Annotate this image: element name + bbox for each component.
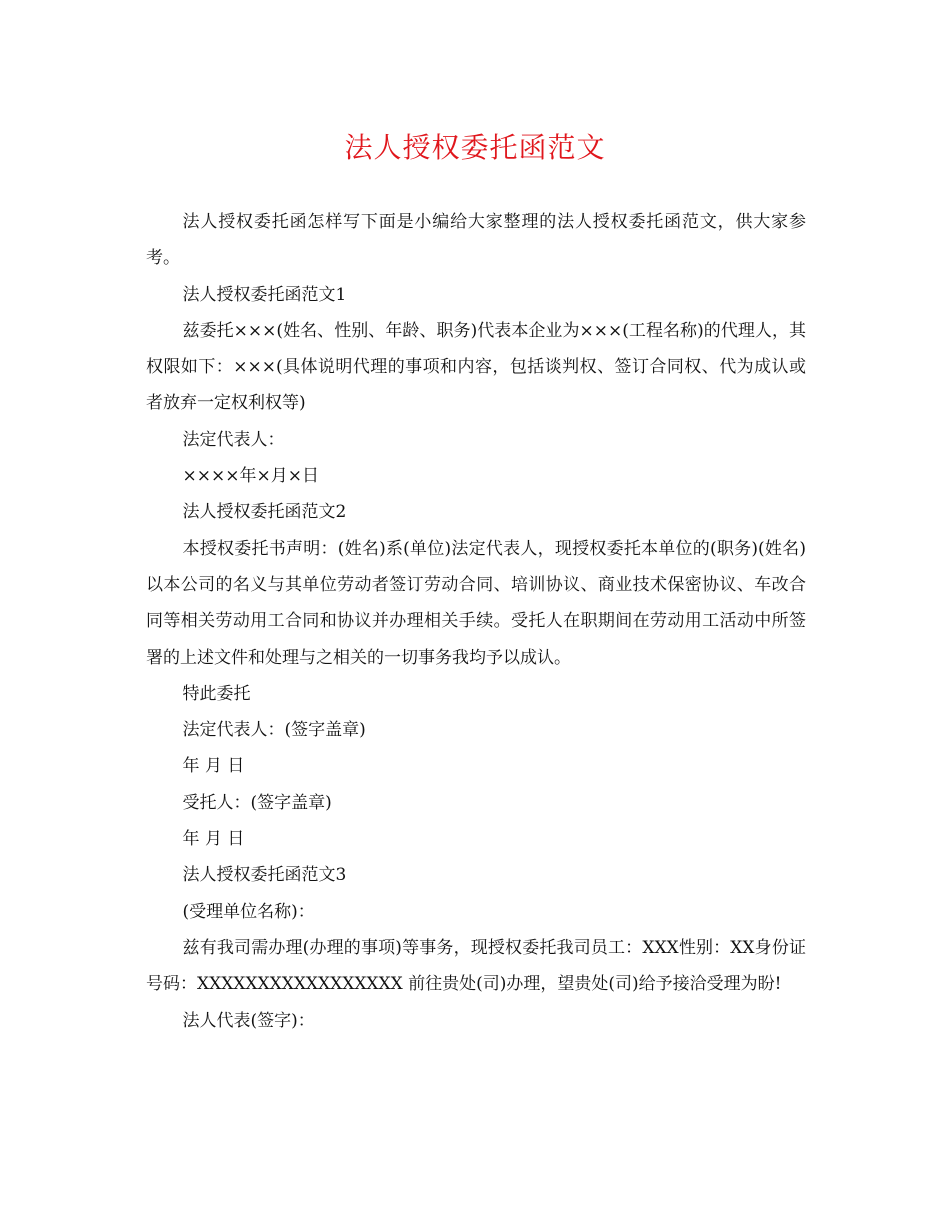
section-heading-3: 法人授权委托函范文3 — [182, 865, 347, 886]
paragraph-sample-1: 兹委托×××(姓名、性别、年龄、职务)代表本企业为×××(工程名称)的代理人，其权限如下：×××(具体说明代理的事项和内容，包括谈判权、签订合同权、代为成认或者放弃一定权利权等) — [146, 320, 806, 414]
date-line-blank: 年 月 日 — [182, 756, 245, 777]
date-line: ××××年×月×日 — [182, 466, 320, 487]
signature-legal-representative-seal: 法定代表人：(签字盖章) — [182, 720, 366, 741]
signature-trustee-seal: 受托人：(签字盖章) — [182, 792, 332, 813]
paragraph-sample-3: 兹有我司需办理(办理的事项)等事务，现授权委托我司员工：XXX性别：XX身份证号码：XXXXXXXXXXXXXXXXX 前往贵处(司)办理，望贵处(司)给予接洽受理为盼! — [146, 937, 806, 995]
section-heading-2: 法人授权委托函范文2 — [182, 502, 347, 523]
recipient-line: (受理单位名称)： — [182, 901, 315, 922]
section-heading-1: 法人授权委托函范文1 — [182, 284, 347, 305]
closing-line: 特此委托 — [182, 683, 251, 704]
paragraph-intro: 法人授权委托函怎样写下面是小编给大家整理的法人授权委托函范文，供大家参考。 — [146, 212, 806, 269]
document-body — [146, 204, 806, 1039]
signature-legal-person: 法人代表(签字)： — [182, 1010, 315, 1031]
document-title: 法人授权委托函范文 — [344, 131, 606, 164]
paragraph-sample-2: 本授权委托书声明：(姓名)系(单位)法定代表人，现授权委托本单位的(职务)(姓名)以本公司的名义与其单位劳动者签订劳动合同、培训协议、商业技术保密协议、车改合同等相关劳动用工合同和协议并办理相关手续。受托人在职期间在劳动用工活动中所签署的上述文件和处理与之相关的一切事务我均予以成认。 — [146, 538, 806, 668]
signature-legal-representative: 法定代表人： — [182, 429, 285, 450]
date-line-blank-2: 年 月 日 — [182, 829, 245, 850]
